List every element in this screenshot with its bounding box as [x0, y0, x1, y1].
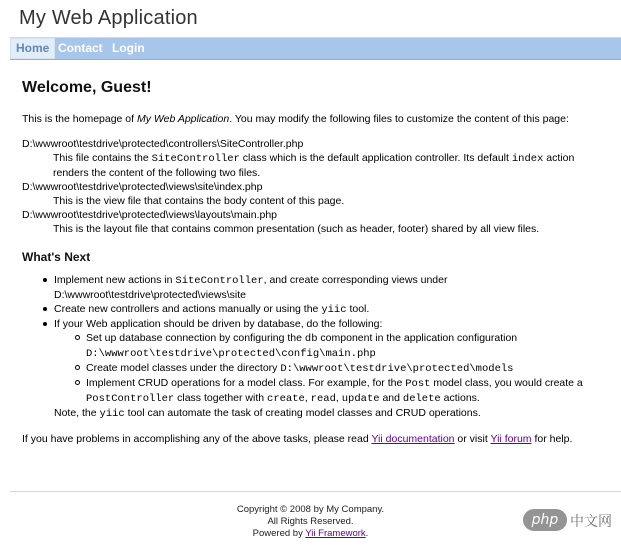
item-text: and	[379, 392, 403, 404]
intro-text-end: . You may modify the following files to customize the content of this page:	[229, 113, 569, 125]
item-text: class together with	[174, 392, 268, 404]
item-text: component in the application configuration	[317, 332, 518, 344]
file-desc-controller	[53, 151, 592, 180]
file-desc-layout: This is the layout file that contains common presentation (such as header, footer) shared by all view files.	[53, 223, 540, 235]
footer-divider	[10, 491, 621, 492]
whats-next-heading: What's Next	[22, 250, 91, 264]
file-list	[22, 137, 592, 236]
list-item	[54, 361, 592, 376]
file-path-controller: D:\wwwroot\testdrive\protected\controllers\SiteController.php	[22, 138, 304, 150]
item-text: ,	[335, 392, 342, 404]
powered-text: .	[365, 528, 369, 539]
item-text: , and create corresponding views under D:\wwwroot\testdrive\protected\views\site	[54, 274, 448, 301]
desc-text: This file contains the	[53, 152, 152, 164]
help-text: or visit	[454, 433, 491, 445]
code-sitecontroller: SiteController	[151, 153, 240, 165]
yii-framework-link[interactable]: Yii Framework	[305, 528, 366, 539]
item-text: Set up database connection by configuring the	[86, 332, 305, 344]
footer-copyright: Copyright © 2008 by My Company.	[236, 504, 385, 515]
file-path-index-view: D:\wwwroot\testdrive\protected\views\site\index.php	[22, 181, 263, 193]
item-text: Implement CRUD operations for a model class. For example, for the	[86, 377, 406, 389]
code-create: create	[267, 393, 305, 405]
list-item	[54, 376, 592, 406]
footer-rights: All Rights Reserved.	[267, 516, 354, 527]
item-text: ,	[304, 392, 311, 404]
help-text: If you have problems in accomplishing any of the above tasks, please read	[22, 433, 372, 445]
list-item	[22, 302, 592, 317]
code-yiic: yiic	[99, 408, 125, 420]
intro-paragraph	[22, 112, 592, 126]
item-text: Create new controllers and actions manually or using the	[54, 303, 322, 315]
powered-text: Powered by	[252, 528, 306, 539]
menu-item-contact[interactable]: Contact	[58, 41, 103, 55]
list-item	[22, 317, 592, 406]
note-text-start: Note, the	[54, 407, 100, 419]
desc-text: action renders the content of the following two files.	[53, 152, 575, 179]
code-postcontroller: PostController	[86, 393, 175, 405]
item-text: If your Web application should be driven by database, do the following:	[54, 318, 383, 330]
list-item	[22, 273, 592, 302]
next-steps-list	[22, 273, 592, 406]
list-item	[54, 331, 592, 361]
code-delete: delete	[402, 393, 441, 405]
code-update: update	[341, 393, 380, 405]
header	[0, 0, 621, 37]
watermark-logo	[523, 506, 618, 532]
help-paragraph	[22, 432, 592, 446]
item-text: tool.	[346, 303, 370, 315]
main-menu	[10, 37, 621, 60]
intro-app-name: My Web Application	[136, 113, 230, 125]
code-sitecontroller: SiteController	[175, 275, 264, 287]
code-yiic: yiic	[321, 304, 347, 316]
menu-item-login[interactable]: Login	[112, 41, 145, 55]
file-path-layout: D:\wwwroot\testdrive\protected\views\layouts\main.php	[22, 209, 278, 221]
code-post: Post	[405, 378, 431, 390]
item-text: model class, you would create a	[430, 377, 583, 389]
yii-documentation-link[interactable]: Yii documentation	[371, 433, 455, 445]
item-text: actions.	[440, 392, 480, 404]
help-text: for help.	[531, 433, 573, 445]
item-text: Implement new actions in	[54, 274, 176, 286]
code-index: index	[511, 153, 544, 165]
app-title: My Web Application	[19, 7, 198, 29]
file-desc-index-view: This is the view file that contains the body content of this page.	[53, 195, 345, 207]
watermark-text: 中文网	[570, 514, 612, 530]
page-content	[22, 78, 592, 446]
code-db: db	[304, 333, 318, 345]
code-config-path: D:\wwwroot\testdrive\protected\config\main.php	[86, 348, 376, 360]
yii-forum-link[interactable]: Yii forum	[490, 433, 532, 445]
code-read: read	[310, 393, 336, 405]
intro-text-start: This is the homepage of	[22, 113, 137, 125]
page-title: Welcome, Guest!	[22, 79, 152, 96]
menu-item-home[interactable]: Home	[10, 38, 55, 59]
item-text: Create model classes under the directory	[86, 362, 281, 374]
note-text-end: tool can automate the task of creating model classes and CRUD operations.	[124, 407, 481, 419]
database-steps-list	[54, 331, 592, 406]
note-text	[22, 406, 592, 421]
code-models-path: D:\wwwroot\testdrive\protected\models	[280, 363, 514, 375]
desc-text: class which is the default application controller. Its default	[239, 152, 512, 164]
watermark-badge: php	[523, 509, 567, 531]
